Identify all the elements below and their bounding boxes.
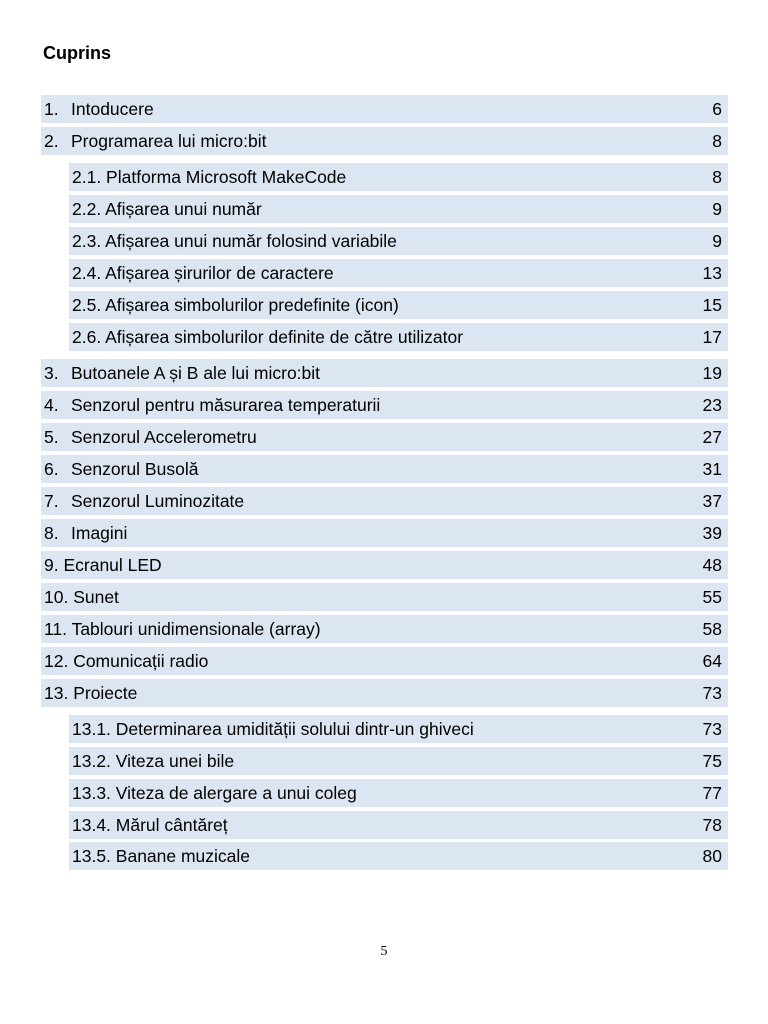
toc-entry-page: 9 xyxy=(712,231,722,251)
toc-subentry[interactable] xyxy=(69,747,728,775)
toc-entry-page: 19 xyxy=(702,363,722,383)
toc-entry-number: 7. xyxy=(44,491,59,511)
toc-entry-label: Imagini xyxy=(71,523,128,543)
toc-subentry[interactable] xyxy=(69,163,728,191)
toc-entry-label: Senzorul pentru măsurarea temperaturii xyxy=(71,395,381,415)
toc-entry-page: 39 xyxy=(702,523,722,543)
toc-entry[interactable] xyxy=(41,615,728,643)
toc-entry-label: 12. Comunicații radio xyxy=(44,651,209,671)
toc-entry-page: 6 xyxy=(712,99,722,119)
toc-entry[interactable] xyxy=(41,359,728,387)
toc-entry-number: 2. xyxy=(44,131,59,151)
toc-entry-page: 8 xyxy=(712,131,722,151)
page-number: 5 xyxy=(380,944,388,959)
toc-subentry[interactable] xyxy=(69,842,728,870)
toc-entry-label: 2.3. Afișarea unui număr folosind variabile xyxy=(72,231,397,251)
toc-subentry[interactable] xyxy=(69,323,728,351)
toc-entry-page: 73 xyxy=(702,683,722,703)
toc-entry-page: 75 xyxy=(702,751,722,771)
toc-entry-number: 4. xyxy=(44,395,59,415)
toc-entry[interactable] xyxy=(41,423,728,451)
toc-entry-label: 2.1. Platforma Microsoft MakeCode xyxy=(72,167,347,187)
toc-entry-number: 3. xyxy=(44,363,59,383)
toc-entry-number: 8. xyxy=(44,523,59,543)
toc-entry-label: 10. Sunet xyxy=(44,587,119,607)
toc-title: Cuprins xyxy=(43,43,112,63)
toc-entry-page: 27 xyxy=(702,427,722,447)
toc-entry-page: 77 xyxy=(702,783,722,803)
toc-entry[interactable] xyxy=(41,519,728,547)
toc-subentry[interactable] xyxy=(69,291,728,319)
toc-entry[interactable] xyxy=(41,583,728,611)
toc-entry[interactable] xyxy=(41,455,728,483)
toc-entry[interactable] xyxy=(41,391,728,419)
toc-entry-label: Senzorul Busolă xyxy=(71,459,199,479)
toc-entry[interactable] xyxy=(41,679,728,707)
toc-entry[interactable] xyxy=(41,487,728,515)
toc-entry[interactable] xyxy=(41,127,728,155)
toc-entry-page: 37 xyxy=(702,491,722,511)
toc-entry-label: Butoanele A și B ale lui micro:bit xyxy=(71,363,321,383)
toc-entry-label: 2.5. Afișarea simbolurilor predefinite (icon) xyxy=(72,295,399,315)
toc-entry-label: 13.5. Banane muzicale xyxy=(72,846,251,866)
toc-entry-label: 11. Tablouri unidimensionale (array) xyxy=(44,619,321,639)
toc-entry-page: 17 xyxy=(702,327,722,347)
toc-entry-page: 55 xyxy=(702,587,722,607)
toc-subentry[interactable] xyxy=(69,227,728,255)
toc-entry-label: Senzorul Accelerometru xyxy=(71,427,257,447)
toc-entry-page: 58 xyxy=(702,619,722,639)
toc-entry-page: 31 xyxy=(702,459,722,479)
toc-entry-label: 13.4. Mărul cântăreț xyxy=(72,815,228,835)
toc-entry-label: 2.4. Afișarea șirurilor de caractere xyxy=(72,263,334,283)
toc-entry[interactable] xyxy=(41,551,728,579)
toc-entry-label: 13.2. Viteza unei bile xyxy=(72,751,235,771)
toc-entry-page: 48 xyxy=(702,555,722,575)
toc-entry-label: Programarea lui micro:bit xyxy=(71,131,267,151)
toc-entry-label: 13.3. Viteza de alergare a unui coleg xyxy=(72,783,357,803)
toc-entry-number: 6. xyxy=(44,459,59,479)
toc-entry-page: 23 xyxy=(702,395,722,415)
toc-entry-page: 64 xyxy=(702,651,722,671)
toc-entry-page: 8 xyxy=(712,167,722,187)
toc-entry-page: 78 xyxy=(702,815,722,835)
toc-subentry[interactable] xyxy=(69,811,728,839)
toc-entry-number: 5. xyxy=(44,427,59,447)
toc-entry-page: 80 xyxy=(702,846,722,866)
toc-entry[interactable] xyxy=(41,647,728,675)
toc-entry-label: 13. Proiecte xyxy=(44,683,138,703)
toc-subentry[interactable] xyxy=(69,715,728,743)
toc-entry-page: 73 xyxy=(702,719,722,739)
toc-entry-page: 15 xyxy=(702,295,722,315)
toc-entry-label: 9. Ecranul LED xyxy=(44,555,162,575)
toc-entry-label: 2.6. Afișarea simbolurilor definite de către utilizator xyxy=(72,327,464,347)
toc-subentry[interactable] xyxy=(69,779,728,807)
toc-entry-label: 13.1. Determinarea umidității solului dintr-un ghiveci xyxy=(72,719,474,739)
toc-subentry[interactable] xyxy=(69,195,728,223)
toc-entry-label: 2.2. Afișarea unui număr xyxy=(72,199,262,219)
toc-subentry[interactable] xyxy=(69,259,728,287)
toc-entry-page: 9 xyxy=(712,199,722,219)
toc-entry-label: Senzorul Luminozitate xyxy=(71,491,245,511)
toc-entry-label: Intoducere xyxy=(71,99,154,119)
toc-entry-page: 13 xyxy=(702,263,722,283)
toc-entry[interactable] xyxy=(41,95,728,123)
toc-entry-number: 1. xyxy=(44,99,59,119)
